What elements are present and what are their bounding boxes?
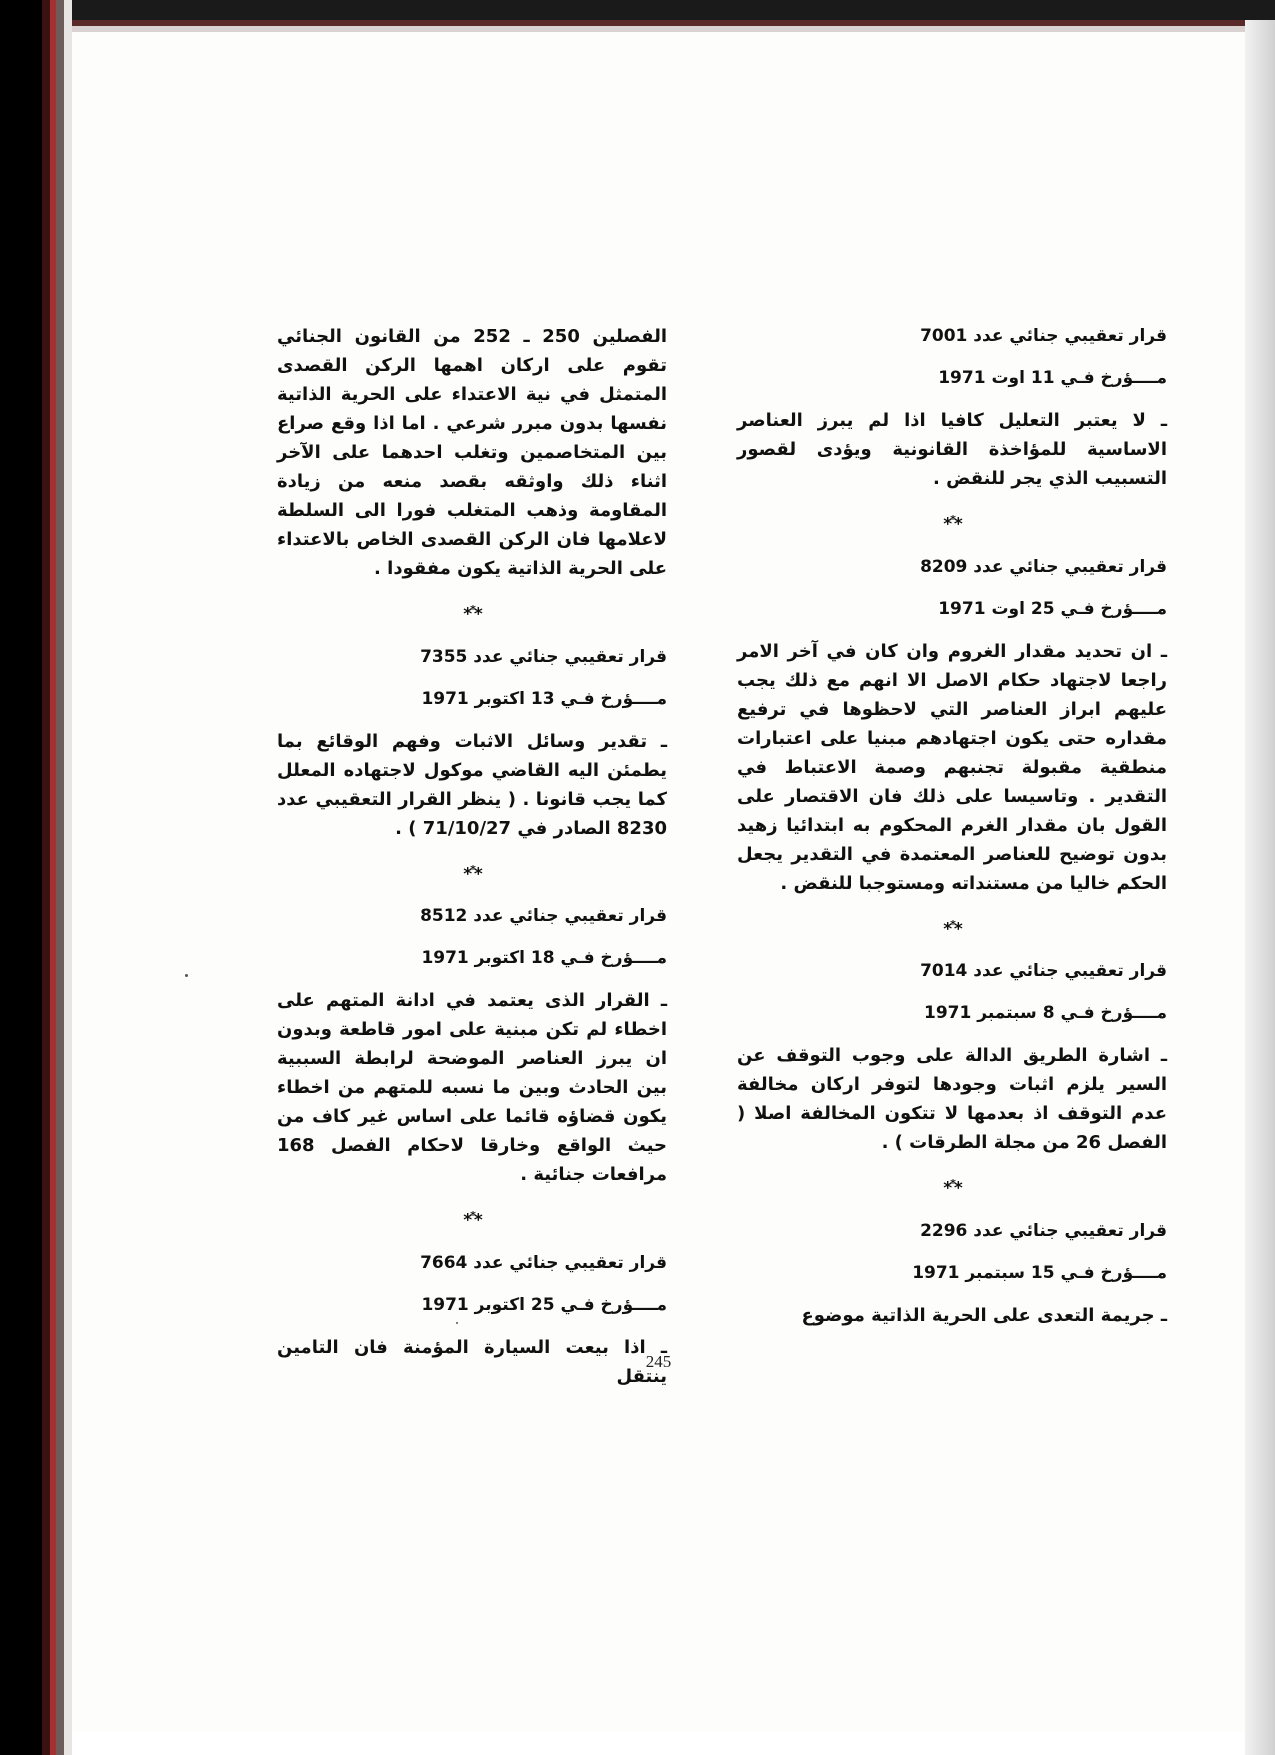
- decision-title: قرار تعقيبي جنائي عدد 2296: [920, 1220, 1167, 1241]
- left-column: [277, 322, 667, 1391]
- continued-ruling-text: الفصلين 250 ـ 252 من القانون الجنائي تقوم على اركان اهمها الركن القصدى المتمثل في نية الاعتداء على الحرية الذاتية نفسها بدون مبرر شرعي . اما اذا وقع صراع بين المتخاصمين وتغلب احدهما على الآخر اثناء ذلك واوثقه بقصد منعه من زيادة المقاومة وذهب المتغلب فورا الى السلطة لاعلامها فان الركن القصدى الخاص بالاعتداء على الحرية الذاتية يكون مفقودا .: [277, 326, 668, 579]
- decision-date: مــــؤرخ فـي 13 اكتوبر 1971: [421, 688, 667, 709]
- decision-date: مــــؤرخ فـي 15 سبتمبر 1971: [912, 1262, 1167, 1283]
- decision-title: قرار تعقيبي جنائي عدد 7355: [420, 646, 667, 667]
- decision-title: قرار تعقيبي جنائي عدد 8209: [920, 556, 1167, 577]
- decision-block: [277, 906, 667, 1189]
- right-column: [737, 326, 1167, 1330]
- section-separator: ***: [943, 1177, 961, 1199]
- decision-block: [737, 1221, 1167, 1330]
- decision-date: مــــؤرخ فـي 11 اوت 1971: [938, 368, 1167, 388]
- decision-block: [737, 961, 1167, 1157]
- ruling-text: ـ اشارة الطريق الدالة على وجوب التوقف عن السير يلزم اثبات وجودها لتوفر اركان مخالفة عدم التوقف اذ بعدمها لا تتكون المخالفة اصلا ( الفصل 26 من مجلة الطرقات ) .: [737, 1045, 1167, 1154]
- decision-block: [277, 647, 667, 843]
- decision-date: مــــؤرخ فـي 18 اكتوبر 1971: [421, 948, 667, 969]
- scan-left-border: [0, 0, 72, 1755]
- scan-top-border: [0, 0, 1275, 32]
- decision-title: قرار تعقيبي جنائي عدد 7014: [920, 961, 1167, 982]
- decision-title: قرار تعقيبي جنائي عدد 8512: [420, 906, 667, 927]
- section-separator: ***: [463, 1209, 481, 1231]
- decision-title: قرار تعقيبي جنائي عدد 7664: [420, 1252, 667, 1273]
- document-page: [72, 32, 1245, 1732]
- decision-title: قرار تعقيبي جنائي عدد 7001: [920, 326, 1167, 346]
- ruling-text: ـ القرار الذى يعتمد في ادانة المتهم على اخطاء لم تكن مبنية على امور قاطعة وبدون ان يبرز العناصر الموضحة لرابطة السببية بين الحادث وبين ما نسبه للمتهم من اخطاء يكون قضاؤه قائما على اساس غير كاف من حيث الواقع وخارقا لاحكام الفصل 168 مرافعات جنائية .: [277, 990, 667, 1186]
- scan-right-border: [1245, 20, 1275, 1755]
- section-separator: ***: [943, 513, 961, 535]
- ruling-text: ـ تقدير وسائل الاثبات وفهم الوقائع بما يطمئن اليه القاضي موكول لاجتهاده المعلل كما يجب قانونا . ( ينظر القرار التعقيبي عدد 8230 الصادر في 71/10/27 ) .: [277, 730, 667, 839]
- scan-speck: [456, 1322, 458, 1324]
- decision-date: مــــؤرخ فـي 25 اكتوبر 1971: [421, 1294, 667, 1315]
- decision-date: مــــؤرخ فـي 25 اوت 1971: [938, 598, 1167, 619]
- section-separator: ***: [943, 917, 961, 940]
- page-number: 245: [645, 1352, 672, 1371]
- ruling-text: ـ اذا بيعت السيارة المؤمنة فان التامين ينتقل: [277, 1336, 667, 1387]
- ruling-text: ـ جريمة التعدى على الحرية الذاتية موضوع: [801, 1304, 1167, 1326]
- decision-date: مــــؤرخ فـي 8 سبتمبر 1971: [924, 1003, 1167, 1024]
- ruling-text: ـ لا يعتبر التعليل كافيا اذا لم يبرز العناصر الاساسية للمؤاخذة القانونية ويؤدى لقصور التسبيب الذي يجر للنقض .: [737, 410, 1167, 489]
- section-separator: ***: [463, 603, 481, 625]
- decision-block: [737, 557, 1167, 898]
- decision-block: [737, 326, 1167, 493]
- scan-speck: [185, 974, 188, 977]
- section-separator: ***: [463, 862, 481, 885]
- ruling-text: ـ ان تحديد مقدار الغروم وان كان في آخر الامر راجعا لاجتهاد حكام الاصل الا انهم مع ذلك يجب عليهم ابراز العناصر التي لاحظوها في ترفيع مقداره حتى يكون اجتهادهم مبنيا على اعتبارات منطقية مقبولة تجنبهم وصمة الاعتباط في التقدير . وتاسيسا على ذلك فان الاقتصار على القول بان مقدار الغرم المحكوم به ابتدائيا زهيد بدون توضيح للعناصر المعتمدة في التقدير يجعل الحكم خاليا من مستنداته ومستوجبا للنقض .: [737, 640, 1167, 894]
